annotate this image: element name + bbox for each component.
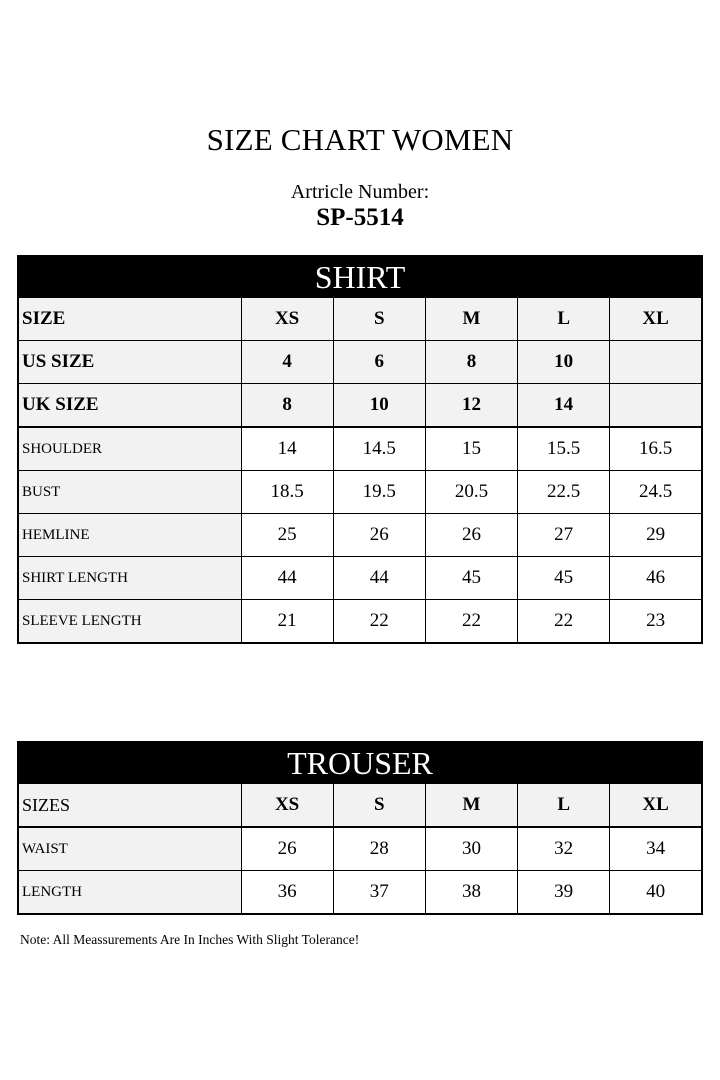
shirt-size-table	[17, 255, 703, 644]
table-cell: 10	[518, 341, 610, 384]
table-cell: 24.5	[610, 471, 702, 514]
table-cell: 36	[241, 871, 333, 915]
table-cell: 15.5	[518, 427, 610, 471]
header-cell: M	[425, 298, 517, 341]
table-row	[18, 557, 702, 600]
table-cell: 44	[241, 557, 333, 600]
table-cell: 27	[518, 514, 610, 557]
table-cell: 8	[241, 384, 333, 428]
header-cell: SIZE	[18, 298, 241, 341]
table-row	[18, 600, 702, 644]
table-cell: 45	[518, 557, 610, 600]
table-cell: 8	[425, 341, 517, 384]
header-cell: S	[333, 298, 425, 341]
table-row	[18, 827, 702, 871]
row-label: SLEEVE LENGTH	[18, 600, 241, 644]
table-cell: 37	[333, 871, 425, 915]
row-label: SHOULDER	[18, 427, 241, 471]
table-cell: 22	[518, 600, 610, 644]
table-row	[18, 871, 702, 915]
header-cell: SIZES	[18, 784, 241, 828]
table-cell: 26	[425, 514, 517, 557]
header-cell: XS	[241, 298, 333, 341]
table-cell: 32	[518, 827, 610, 871]
header-cell: XS	[241, 784, 333, 828]
table-cell	[610, 341, 702, 384]
table-cell: 10	[333, 384, 425, 428]
header-cell: S	[333, 784, 425, 828]
row-label: BUST	[18, 471, 241, 514]
table-row	[18, 514, 702, 557]
table-cell: 14.5	[333, 427, 425, 471]
table-cell: 45	[425, 557, 517, 600]
table-row	[18, 341, 702, 384]
table-cell	[610, 384, 702, 428]
table-cell: 23	[610, 600, 702, 644]
header-cell: M	[425, 784, 517, 828]
table-cell: 21	[241, 600, 333, 644]
table-cell: 28	[333, 827, 425, 871]
header-cell: XL	[610, 784, 702, 828]
row-label: LENGTH	[18, 871, 241, 915]
table-cell: 14	[241, 427, 333, 471]
header-cell: L	[518, 298, 610, 341]
shirt-header-row	[18, 298, 702, 341]
trouser-size-table	[17, 741, 703, 915]
table-cell: 38	[425, 871, 517, 915]
table-cell: 26	[333, 514, 425, 557]
table-row	[18, 427, 702, 471]
table-cell: 39	[518, 871, 610, 915]
table-cell: 29	[610, 514, 702, 557]
row-label: UK SIZE	[18, 384, 241, 428]
header-cell: L	[518, 784, 610, 828]
table-cell: 22.5	[518, 471, 610, 514]
table-cell: 16.5	[610, 427, 702, 471]
table-cell: 25	[241, 514, 333, 557]
shirt-banner: SHIRT	[18, 256, 702, 298]
row-label: HEMLINE	[18, 514, 241, 557]
trouser-header-row	[18, 784, 702, 828]
article-number: SP-5514	[316, 204, 404, 231]
table-cell: 15	[425, 427, 517, 471]
table-cell: 14	[518, 384, 610, 428]
row-label: WAIST	[18, 827, 241, 871]
table-cell: 20.5	[425, 471, 517, 514]
measurement-note: Note: All Meassurements Are In Inches With Slight Tolerance!	[20, 932, 360, 947]
trouser-banner: TROUSER	[18, 742, 702, 784]
table-cell: 6	[333, 341, 425, 384]
table-cell: 18.5	[241, 471, 333, 514]
table-cell: 22	[333, 600, 425, 644]
article-number-label: Artricle Number:	[290, 181, 430, 203]
table-cell: 26	[241, 827, 333, 871]
table-cell: 44	[333, 557, 425, 600]
table-cell: 19.5	[333, 471, 425, 514]
table-cell: 40	[610, 871, 702, 915]
page-title: SIZE CHART WOMEN	[206, 122, 514, 157]
table-row	[18, 384, 702, 428]
table-cell: 30	[425, 827, 517, 871]
table-cell: 12	[425, 384, 517, 428]
row-label: SHIRT LENGTH	[18, 557, 241, 600]
table-row	[18, 471, 702, 514]
table-cell: 4	[241, 341, 333, 384]
header-cell: XL	[610, 298, 702, 341]
table-cell: 22	[425, 600, 517, 644]
table-cell: 46	[610, 557, 702, 600]
table-cell: 34	[610, 827, 702, 871]
row-label: US SIZE	[18, 341, 241, 384]
